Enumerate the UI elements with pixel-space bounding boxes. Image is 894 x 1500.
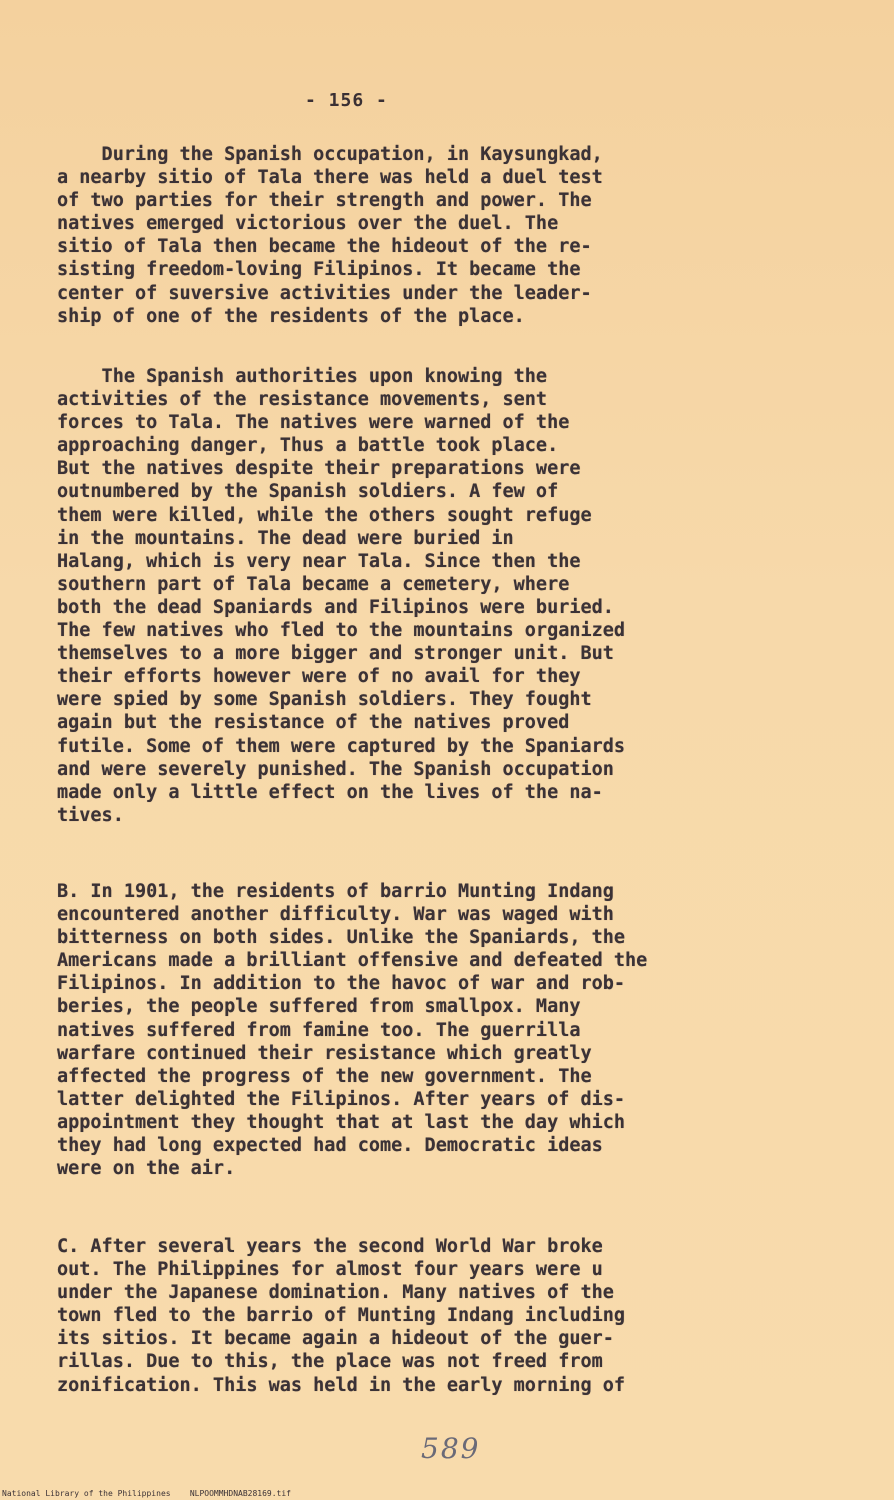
paragraph-c-world-war: C. After several years the second World War broke out. The Philippines for almost four years were u under the Japanese domination. Many natives of the town fled to the barrio of Munting Indang including its sitios. It became again a hideout of the guer- rillas. Due to this, the place was not freed from zonification. This was held in the early morning of [57, 1236, 626, 1396]
handwritten-page-number: 589 [421, 1432, 481, 1465]
paragraph-spanish-duel: During the Spanish occupation, in Kaysungkad, a nearby sitio of Tala there was held a duel test of two parties for their strength and power. The natives emerged victorious over the duel. The sitio of Tala then became the hideout of the re- sisting freedom-loving Filipinos. It became the center of suversive activities under the leader- ship of one of the residents of the place. [57, 144, 603, 327]
page-number: - 156 - [305, 90, 388, 111]
paragraph-b-americans: B. In 1901, the residents of barrio Munting Indang encountered another difficulty. War was waged with bitterness on both sides. Unlike the Spaniards, the Americans made a brilliant offensive and defeated the Filipinos. In addition to the havoc of war and rob- beries, the people suffered from smallpox. Many natives suffered from famine too. The guerrilla warfare continued their resistance which greatly affected the progress of the new government. The latter delighted the Filipinos. After years of dis- appointment they thought that at last the day which they had long expected had come. Democratic ideas were on the air. [57, 881, 648, 1180]
paragraph-spanish-authorities: The Spanish authorities upon knowing the activities of the resistance movements, sent forces to Tala. The natives were warned of the approaching danger, Thus a battle took place. But the natives despite their preparations were outnumbered by the Spanish soldiers. A few of them were killed, while the others sought refuge in the mountains. The dead were buried in Halang, which is very near Tala. Since then the southern part of Tala became a cemetery, where both the dead Spaniards and Filipinos were buried. The few natives who fled to the mountains organized themselves to a more bigger and stronger unit. But their efforts however were of no avail for they were spied by some Spanish soldiers. They fought again but the resistance of the natives proved futile. Some of them were captured by the Spaniards and were severely punished. The Spanish occupation made only a little effect on the lives of the na- tives. [57, 366, 626, 826]
footer-source-label: National Library of the Philippines NLPOOMMHDNAB28169.tif [2, 1489, 291, 1498]
